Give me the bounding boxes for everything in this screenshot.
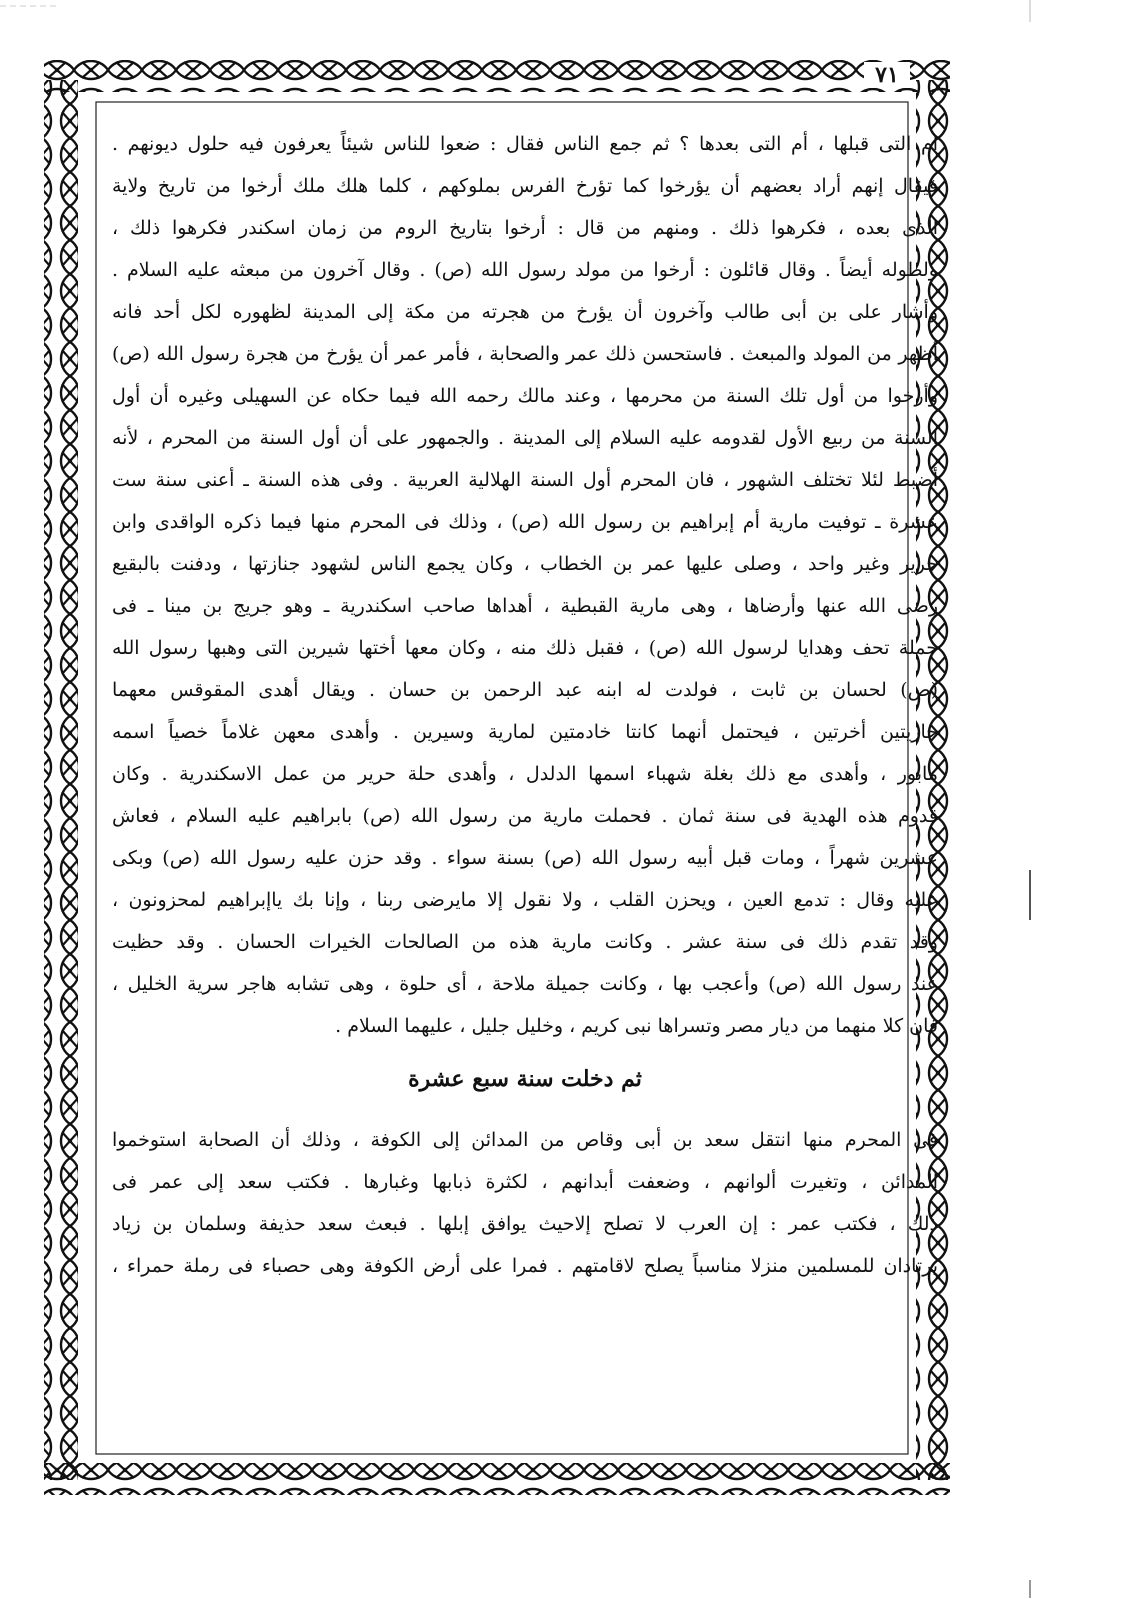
text-line: فيقال إنهم أراد بعضهم أن يؤرخوا كما تؤرخ الفرس بملوكهم ، كلما هلك ملك أرخوا من تاريخ ولاية [112,175,938,197]
text-line: فان كلا منهما من ديار مصر وتسراها نبى كريم ، وخليل جليل ، عليهما السلام . [335,1015,938,1037]
text-line: أظهر من المولد والمبعث . فاستحسن ذلك عمر والصحابة ، فأمر عمر أن يؤرخ من هجرة رسول الله (ص) [112,343,938,365]
text-line: أضبط لئلا تختلف الشهور ، فان المحرم أول السنة الهلالية العربية . وفى هذه السنة ـ أعنى سنة ست [112,469,938,491]
text-line: ولطوله أيضاً . وقال قائلون : أرخوا من مولد رسول الله (ص) . وقال آخرون من مبعثه عليه السلام . [112,259,938,281]
text-line: ذلك ، فكتب عمر : إن العرب لا تصلح إلاحيث يوافق إبلها . فبعث سعد حذيفة وسلمان بن زياد [112,1213,938,1235]
text-line: جرير وغير واحد ، وصلى عليها عمر بن الخطاب ، وكان يجمع الناس لشهود جنازتها ، ودفنت بالبقيع [112,553,938,575]
text-line: ام التى قبلها ، أم التى بعدها ؟ ثم جمع الناس فقال : ضعوا للناس شيئاً يعرفون فيه حلول ديونهم . [112,133,938,155]
text-line: قدوم هذه الهدية فى سنة ثمان . فحملت مارية من رسول الله (ص) بابراهيم عليه السلام ، فعاش [112,805,938,827]
text-line: جاريتين أخرتين ، فيحتمل أنهما كانتا خادمتين لمارية وسيرين . وأهدى معهن غلاماً خصياً اسمه [112,721,938,743]
text-line: رضى الله عنها وأرضاها ، وهى مارية القبطية ، أهداها صاحب اسكندرية ـ وهو جريج بن مينا ـ فى [112,595,938,617]
text-line: عشرة ـ توفيت مارية أم إبراهيم بن رسول الله (ص) ، وذلك فى المحرم منها فيما ذكره الواقدى وابن [112,511,938,533]
text-line: جملة تحف وهدايا لرسول الله (ص) ، فقبل ذلك منه ، وكان معها أختها شيرين التى وهبها رسول الله [112,637,938,659]
text-line: وأشار على بن أبى طالب وآخرون أن يؤرخ من هجرته من مكة إلى المدينة لظهوره لكل أحد فانه [112,301,938,323]
text-line: عشرين شهراً ، ومات قبل أبيه رسول الله (ص) بسنة سواء . وقد حزن عليه رسول الله (ص) وبكى [112,847,938,869]
text-line: عند رسول الله (ص) وأعجب بها ، وكانت جميلة ملاحة ، أى حلوة ، وهى تشابه هاجر سرية الخليل ، [112,973,938,995]
text-line: (ص) لحسان بن ثابت ، فولدت له ابنه عبد الرحمن بن حسان . ويقال أهدى المقوقس معهما [112,679,938,701]
text-line: المدائن ، وتغيرت ألوانهم ، وضعفت أبدانهم ، لكثرة ذبابها وغبارها . فكتب سعد إلى عمر فى [112,1171,938,1193]
text-line: فى المحرم منها انتقل سعد بن أبى وقاص من المدائن إلى الكوفة ، وذلك أن الصحابة استوخموا [112,1129,938,1151]
page-body [112,120,938,1440]
text-line: وأرخوا من أول تلك السنة من محرمها ، وعند مالك رحمه الله فيما حكاه عن السهيلى وغيره أن أول [112,385,938,407]
text-line: يرتادان للمسلمين منزلا مناسباً يصلح لاقامتهم . فمرا على أرض الكوفة وهى حصباء فى رملة حمراء ، [112,1255,938,1277]
text-line: الذى بعده ، فكرهوا ذلك . ومنهم من قال : أرخوا بتاريخ الروم من زمان اسكندر فكرهوا ذلك ، [112,217,938,239]
text-line: السنة من ربيع الأول لقدومه عليه السلام إلى المدينة . والجمهور على أن أول السنة من المحرم ، لأنه [112,427,938,449]
page-number: ٧١ [864,62,910,88]
text-line: مابور ، وأهدى مع ذلك بغلة شهباء اسمها الدلدل ، وأهدى حلة حرير من عمل الاسكندرية . وكان [112,763,938,785]
text-line: عليه وقال : تدمع العين ، ويحزن القلب ، ولا نقول إلا مايرضى ربنا ، وإنا بك ياإبراهيم لمحزونون ، [112,889,938,911]
text-line: وقد تقدم ذلك فى سنة عشر . وكانت مارية هذه من الصالحات الخيرات الحسان . وقد حظيت [112,931,938,953]
section-heading: ثم دخلت سنة سبع عشرة [408,1066,642,1092]
